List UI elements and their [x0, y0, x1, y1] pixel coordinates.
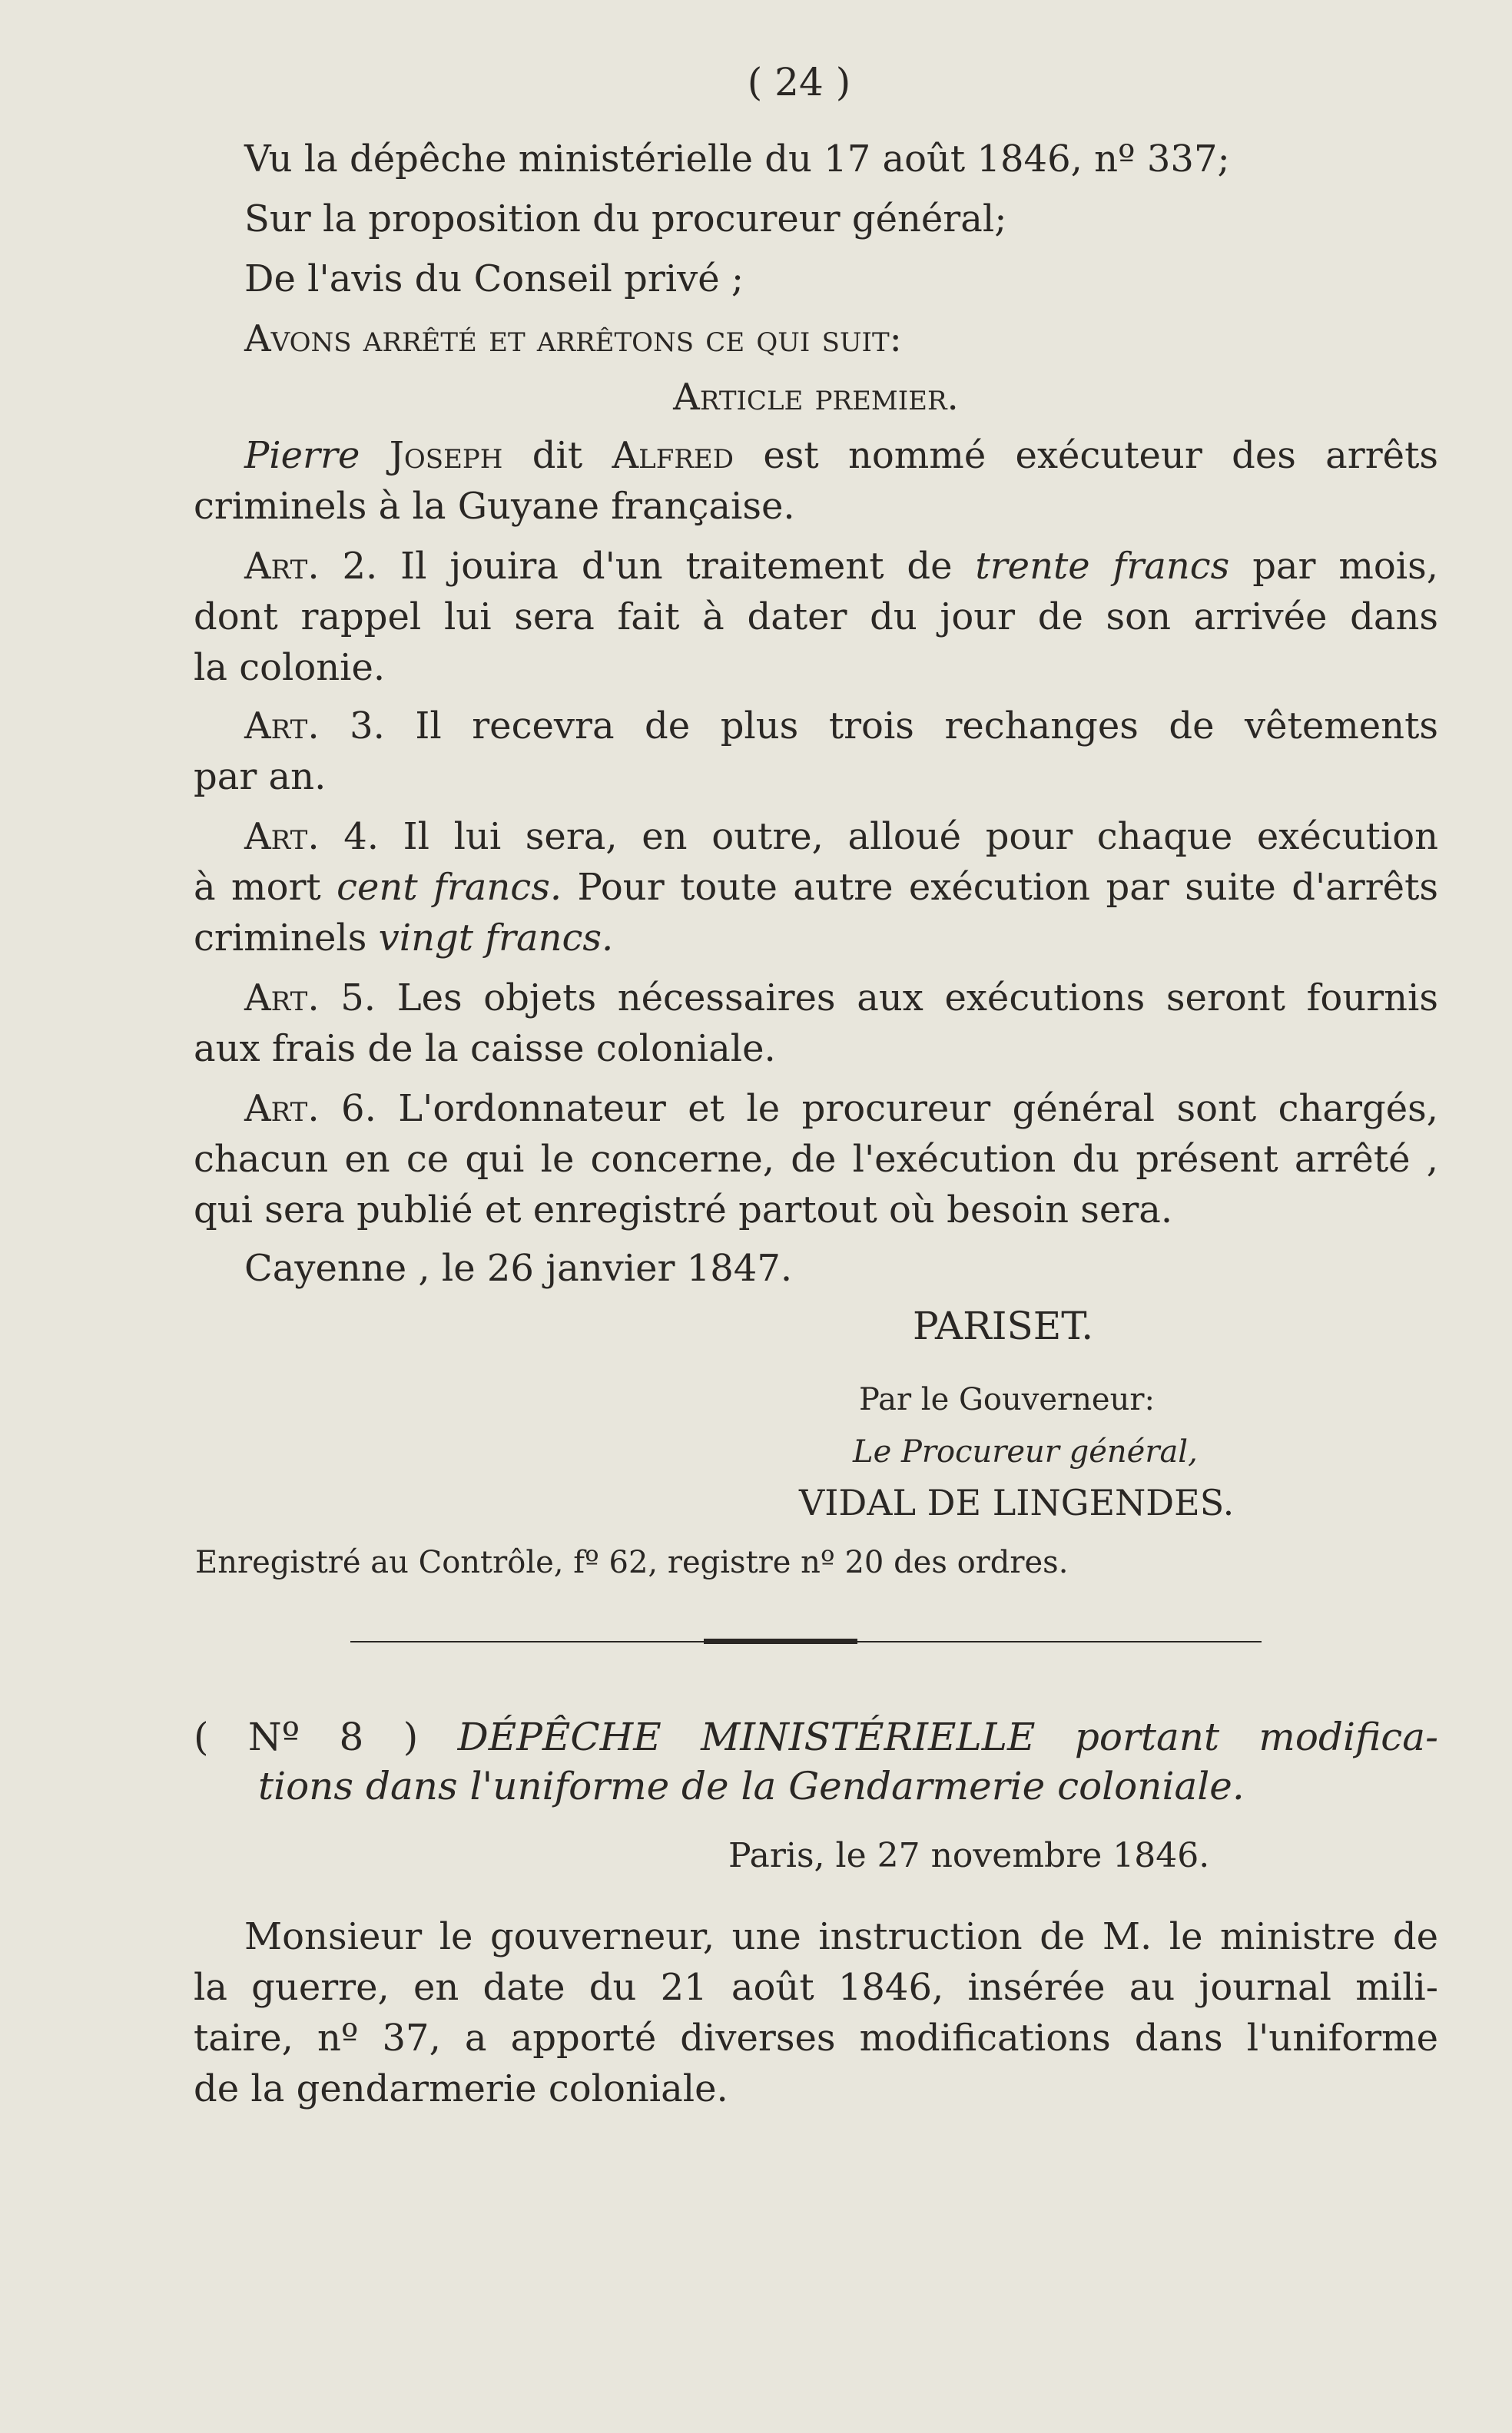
- divider-center: [704, 1639, 857, 1644]
- art3-line1: [244, 701, 1438, 751]
- avis-line: De l'avis du Conseil privé ;: [244, 257, 744, 300]
- n8-portant: portant modifica-: [1074, 1715, 1438, 1759]
- article-title: Article premier.: [673, 376, 959, 419]
- art4-line3: [194, 913, 1438, 963]
- art3-label: Art. 3.: [244, 704, 385, 747]
- art6-line2: chacun en ce qui le concerne, de l'exécution du présent arrêté ,: [194, 1138, 1438, 1181]
- n8-line1: [194, 1712, 1438, 1762]
- art6-label: Art. 6.: [244, 1087, 376, 1130]
- art1-alfred: Alfred: [612, 434, 734, 477]
- art2-line3: la colonie.: [194, 646, 386, 689]
- paris-date: Paris, le 27 novembre 1846.: [728, 1836, 1210, 1875]
- art2-line1: [244, 541, 1438, 592]
- art6-text: L'ordonnateur et le procureur général sont chargés,: [398, 1087, 1438, 1130]
- art2-text-a: Il jouira d'un traitement de: [400, 545, 953, 588]
- art1-joseph: Joseph: [389, 434, 503, 477]
- place-date: Cayenne , le 26 janvier 1847.: [244, 1247, 793, 1290]
- art5-line1: [244, 973, 1438, 1023]
- art3-line2: par an.: [194, 755, 327, 798]
- art1-rest: est nommé exécuteur des arrêts: [763, 434, 1439, 477]
- art5-line2: aux frais de la caisse coloniale.: [194, 1027, 776, 1070]
- art3-text: Il recevra de plus trois rechanges de vêtements: [415, 704, 1439, 747]
- monsieur-line1: Monsieur le gouverneur, une instruction de M. le ministre de: [244, 1915, 1438, 1958]
- par-le-gouverneur: Par le Gouverneur:: [859, 1382, 1155, 1417]
- art2-line2: dont rappel lui sera fait à dater du jour de son arrivée dans: [194, 595, 1438, 638]
- art2-em: trente francs: [975, 545, 1230, 588]
- monsieur-line4: de la gendarmerie coloniale.: [194, 2067, 728, 2110]
- page-number: ( 24 ): [747, 60, 851, 104]
- art4-line3-em: vingt francs.: [378, 917, 614, 960]
- sur-line: Sur la proposition du procureur général;: [244, 197, 1007, 240]
- art4-line2-b: Pour toute autre exécution par suite d'arrêts: [577, 866, 1438, 909]
- art6-line1: [244, 1083, 1438, 1134]
- n8-line2: [258, 1761, 1395, 1811]
- vu-line: Vu la dépêche ministérielle du 17 août 1846, nº 337;: [244, 138, 1230, 181]
- art4-line2-em: cent francs.: [337, 866, 562, 909]
- section-divider: [350, 1641, 1262, 1642]
- art1-line1: [244, 430, 1438, 481]
- signature-vidal: VIDAL DE LINGENDES.: [799, 1482, 1235, 1523]
- art2-text-b: par mois,: [1252, 545, 1439, 588]
- art4-line2: [194, 862, 1438, 913]
- signature-pariset: PARISET.: [913, 1304, 1094, 1348]
- art1-first: Pierre: [244, 434, 360, 477]
- art4-text: Il lui sera, en outre, alloué pour chaque exécution: [403, 815, 1439, 858]
- art1-dit: dit: [532, 434, 583, 477]
- procureur-text: Le Procureur général,: [853, 1434, 1198, 1470]
- art1-line2: criminels à la Guyane française.: [194, 485, 795, 528]
- art2-label: Art. 2.: [244, 545, 378, 588]
- art5-label: Art. 5.: [244, 976, 376, 1019]
- art5-text: Les objets nécessaires aux exécutions seront fournis: [396, 976, 1439, 1019]
- enregistre-line: Enregistré au Contrôle, fº 62, registre nº 20 des ordres.: [195, 1545, 1069, 1580]
- monsieur-line2: la guerre, en date du 21 août 1846, insérée au journal mili-: [194, 1966, 1438, 2009]
- art4-line2-a: à mort: [194, 866, 321, 909]
- n8-heading: DÉPÊCHE MINISTÉRIELLE: [457, 1715, 1036, 1759]
- art4-label: Art. 4.: [244, 815, 380, 858]
- art4-line1: [244, 811, 1438, 862]
- art4-line3-a: criminels: [194, 917, 367, 960]
- procureur-general: [853, 1429, 1198, 1475]
- avons-line: Avons arrêté et arrêtons ce qui suit:: [244, 317, 902, 360]
- n8-number: ( Nº 8 ): [194, 1715, 419, 1759]
- monsieur-line3: taire, nº 37, a apporté diverses modifications dans l'uniforme: [194, 2017, 1438, 2060]
- art6-line3: qui sera publié et enregistré partout où besoin sera.: [194, 1188, 1173, 1231]
- n8-line2-text: tions dans l'uniforme de la Gendarmerie coloniale.: [258, 1764, 1245, 1808]
